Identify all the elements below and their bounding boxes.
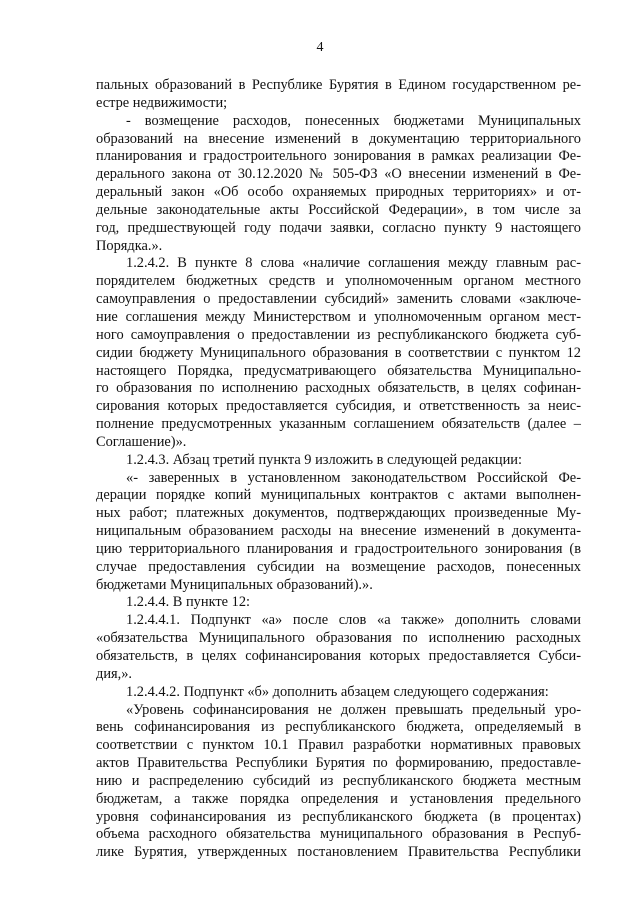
text-line: 1.2.4.3. Абзац третий пункта 9 изложить в следующей редакции:	[126, 451, 522, 468]
text-line: ного самоуправления о предоставлении из республиканского бюджета суб-	[96, 326, 581, 343]
text-line: сидии бюджету Муниципального образования в соответствии с пунктом 12	[96, 344, 581, 361]
text-line: случае предоставления субсидии на возмещение расходов, понесенных	[96, 558, 581, 575]
text-line: ниципальным образованием расходы на внесение изменений в документа-	[96, 523, 581, 540]
text-line: нию и распределению субсидий из республиканского бюджета местным	[96, 772, 581, 789]
text-line: деральный закон «Об особо охраняемых природных территориях» и от-	[96, 184, 581, 201]
page-number: 4	[316, 40, 324, 55]
text-line: уровня софинансирования из республиканского бюджета (в процентах)	[96, 808, 581, 825]
text-line: сирования которых предоставляется субсидия, и ответственность за неис-	[96, 398, 581, 415]
text-line: - возмещение расходов, понесенных бюджетами Муниципальных	[126, 112, 581, 129]
text-line: вень софинансирования из республиканского бюджета, определяемый в	[96, 719, 581, 736]
text-line: полнение предусмотренных указанным соглашением обязательств (далее –	[96, 416, 581, 433]
text-line: цию территориального планирования и градостроительного зонирования (в	[96, 540, 581, 557]
text-line: год, предшествующей году подачи заявки, согласно пункту 9 настоящего	[96, 219, 581, 236]
text-line: дерального закона от 30.12.2020 № 505-ФЗ «О внесении изменений в Фе-	[96, 166, 581, 183]
text-line: объема расходного обязательства муниципального образования в Респуб-	[96, 826, 581, 843]
text-line: «обязательства Муниципального образования по исполнению расходных	[96, 630, 581, 647]
text-line: самоуправления о предоставлении субсидий» заменить словами «заключе-	[96, 291, 581, 308]
text-line: ных работ; платежных документов, подтверждающих произведенные Му-	[96, 505, 581, 522]
text-line: планирования и градостроительного зонирования в рамках реализации Фе-	[96, 148, 581, 165]
text-line: дия,».	[96, 665, 133, 682]
text-line: «Уровень софинансирования не должен превышать предельный уро-	[126, 701, 581, 718]
text-line: Порядка.».	[96, 237, 163, 254]
text-line: 1.2.4.4.2. Подпункт «б» дополнить абзацем следующего содержания:	[126, 683, 549, 700]
text-line: порядителем бюджетных средств и уполномоченным органом местного	[96, 273, 581, 290]
document-body	[96, 77, 581, 862]
text-line: лике Бурятия, утвержденных постановлением Правительства Республики	[96, 844, 581, 861]
text-line: бюджетам, а также порядка определения и установления предельного	[96, 790, 581, 807]
text-line: пальных образований в Республике Бурятия в Едином государственном ре-	[96, 77, 581, 93]
text-line: 1.2.4.4.1. Подпункт «а» после слов «а также» дополнить словами	[126, 612, 581, 629]
text-line: Соглашение)».	[96, 433, 187, 450]
text-line: бюджетами Муниципальных образований).».	[96, 576, 373, 593]
text-line: актов Правительства Республики Бурятия по формированию, предоставле-	[96, 755, 581, 772]
text-line: 1.2.4.4. В пункте 12:	[126, 594, 251, 611]
text-line: ние соглашения между Министерством и уполномоченным органом мест-	[96, 308, 581, 325]
text-line: дерации порядке копий муниципальных контрактов с актами выполнен-	[96, 487, 581, 504]
text-line: го образования по исполнению расходных обязательств, в целях софинан-	[96, 380, 581, 397]
text-line: соответствии с пунктом 10.1 Правил разработки нормативных правовых	[96, 737, 581, 754]
text-line: образований на внесение изменений в документацию территориального	[96, 130, 581, 147]
text-line: обязательств, в целях софинансирования которых предоставляется Субси-	[96, 648, 581, 664]
text-line: настоящего Порядка, предусматривающего обязательства Муниципально-	[96, 362, 581, 379]
text-line: 1.2.4.2. В пункте 8 слова «наличие соглашения между главным рас-	[126, 255, 581, 272]
text-line: дельные законодательные акты Российской Федерации», в том числе за	[96, 201, 581, 218]
text-line: естре недвижимости;	[96, 94, 228, 111]
text-line: «- заверенных в установленном законодательством Российской Фе-	[126, 469, 581, 486]
